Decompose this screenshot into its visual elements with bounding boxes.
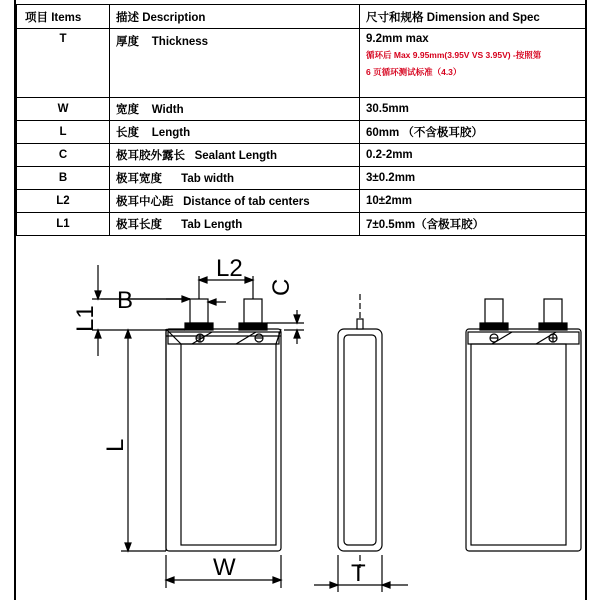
front-tab-left (190, 299, 208, 323)
table-row (17, 213, 586, 236)
cell-description (110, 167, 360, 190)
cell-item: B (17, 167, 110, 190)
cell-item: L (17, 121, 110, 144)
front-tab-sealant-right (239, 323, 267, 330)
front-view (166, 299, 281, 551)
cell-spec: 0.2-2mm (360, 144, 586, 167)
front-body-outline (166, 329, 281, 551)
table-row (17, 98, 586, 121)
header-dimension-spec: 尺寸和规格 Dimension and Spec (360, 5, 586, 29)
cell-spec: 60mm （不含极耳胶） (360, 121, 586, 144)
cell-spec (360, 29, 586, 98)
table-row (17, 29, 586, 98)
front-tab-sealant-left (185, 323, 213, 330)
cell-item: T (17, 29, 110, 98)
back-view (466, 299, 581, 551)
cell-spec: 30.5mm (360, 98, 586, 121)
cell-item: W (17, 98, 110, 121)
table-row (17, 144, 586, 167)
cell-item: L1 (17, 213, 110, 236)
battery-dimension-drawing (16, 240, 585, 600)
label-L1: L1 (72, 305, 99, 332)
table-row (17, 121, 586, 144)
label-T: T (351, 560, 366, 587)
label-L2: L2 (216, 255, 243, 282)
cell-description (110, 98, 360, 121)
desc-en: Thickness (151, 36, 209, 48)
back-tab-left (485, 299, 503, 323)
front-body-inner (181, 344, 276, 545)
desc-en: Tab width (181, 173, 234, 185)
cell-description (110, 213, 360, 236)
cell-description (110, 29, 360, 98)
desc-cn: 极耳胶外露长 (116, 150, 185, 162)
table-header-row (17, 5, 586, 29)
header-description: 描述 Description (110, 5, 360, 29)
desc-cn: 极耳长度 (116, 219, 162, 231)
spec-note-line-2: 6 页循环测试标准（4.3） (366, 67, 462, 77)
cell-spec: 7±0.5mm（含极耳胶） (360, 213, 586, 236)
desc-en: Length (151, 127, 191, 139)
label-B: B (117, 287, 134, 314)
desc-en: Width (151, 104, 184, 116)
table-row (17, 167, 586, 190)
front-tab-right (244, 299, 262, 323)
cell-description (110, 144, 360, 167)
header-items: 项目 Items (17, 5, 110, 29)
desc-cn: 极耳中心距 (116, 196, 174, 208)
side-view (314, 294, 408, 592)
table-row (17, 190, 586, 213)
cell-item: C (17, 144, 110, 167)
cell-item: L2 (17, 190, 110, 213)
label-W: W (213, 554, 236, 581)
desc-cn: 长度 (116, 127, 139, 139)
cell-spec: 10±2mm (360, 190, 586, 213)
cell-spec: 3±0.2mm (360, 167, 586, 190)
cell-description (110, 190, 360, 213)
back-body-outline (466, 329, 581, 551)
desc-cn: 极耳宽度 (116, 173, 162, 185)
label-L: L (102, 438, 129, 452)
desc-cn: 厚度 (116, 36, 139, 48)
cell-description (110, 121, 360, 144)
label-C: C (268, 278, 295, 296)
desc-en: Tab Length (181, 219, 243, 231)
desc-en: Distance of tab centers (183, 196, 310, 208)
desc-en: Sealant Length (194, 150, 278, 162)
desc-cn: 宽度 (116, 104, 139, 116)
spec-table (16, 4, 586, 236)
spec-value: 9.2mm max (366, 33, 429, 45)
spec-note-line-1: 循环后 Max 9.95mm(3.95V VS 3.95V) -按照第 (366, 50, 542, 60)
back-tab-right (544, 299, 562, 323)
